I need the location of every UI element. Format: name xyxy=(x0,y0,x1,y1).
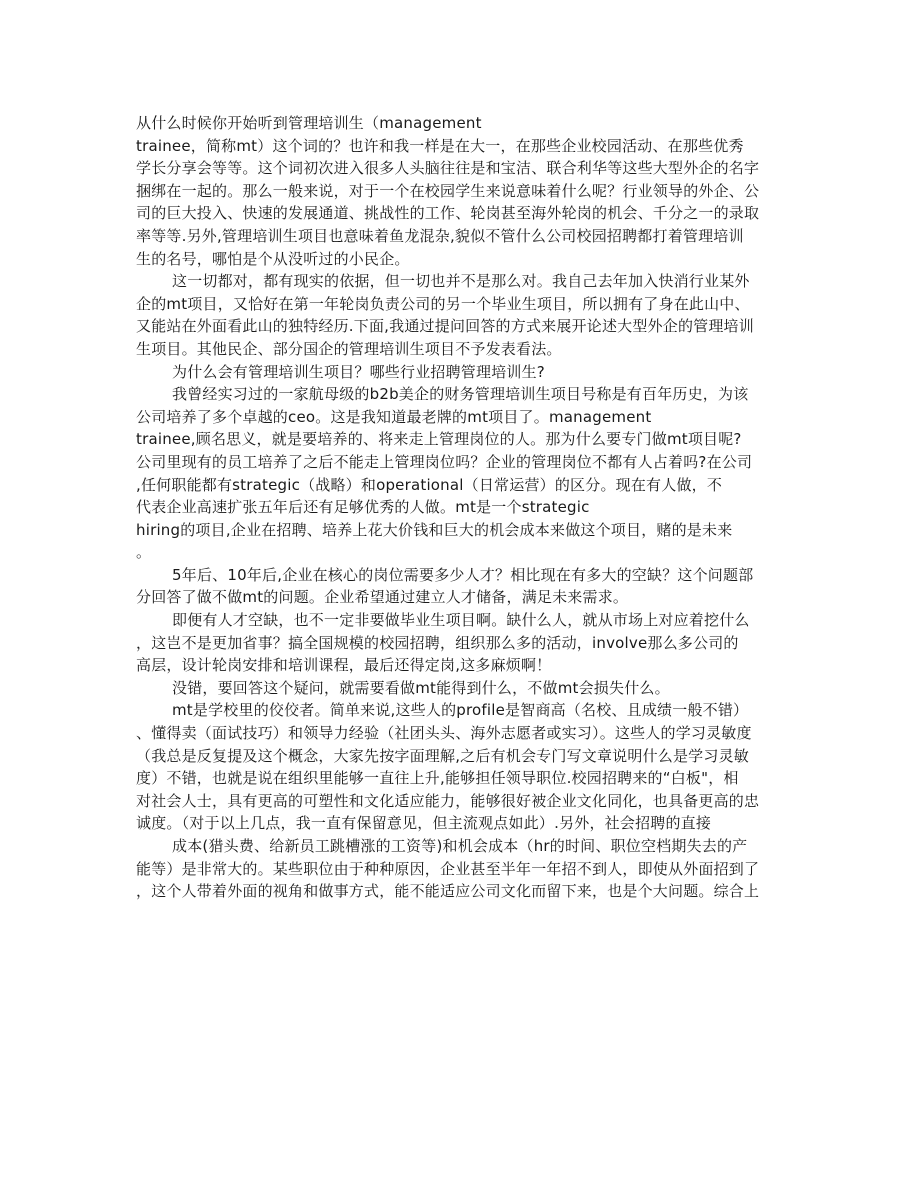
text-line: 率等等.另外,管理培训生项目也意味着鱼龙混杂,貌似不管什么公司校园招聘都打着管理培训 xyxy=(136,226,744,245)
text-line: 为什么会有管理培训生项目？哪些行业招聘管理培训生? xyxy=(172,362,545,381)
text-line: 对社会人士，具有更高的可塑性和文化适应能力，能够很好被企业文化同化，也具备更高的忠 xyxy=(136,791,760,810)
text-line: 这一切都对，都有现实的依据，但一切也并不是那么对。我自己去年加入快消行业某外 xyxy=(172,272,750,291)
text-line: 度）不错，也就是说在组织里能够一直往上升,能够担任领导职位.校园招聘来的“白板"，相 xyxy=(136,769,739,788)
text-line: 捆绑在一起的。那么一般来说，对于一个在校园学生来说意味着什么呢？行业领导的外企、公 xyxy=(136,181,760,200)
text-line: mt是学校里的佼佼者。简单来说,这些人的profile是智商高（名校、且成绩一般不错） xyxy=(172,701,749,720)
text-line: 代表企业高速扩张五年后还有足够优秀的人做。mt是一个strategic xyxy=(136,498,590,517)
text-line: ,任何职能都有strategic（战略）和operational（日常运营）的区分。现在有人做，不 xyxy=(136,475,723,494)
text-line: hiring的项目,企业在招聘、培养上花大价钱和巨大的机会成本来做这个项目，赌的是未来 xyxy=(136,520,733,539)
text-line: 公司里现有的员工培养了之后不能走上管理岗位吗？企业的管理岗位不都有人占着吗?在公司 xyxy=(136,452,753,471)
text-line: 企的mt项目，又恰好在第一年轮岗负责公司的另一个毕业生项目，所以拥有了身在此山中、 xyxy=(136,294,750,313)
text-line: trainee,顾名思义，就是要培养的、将来走上管理岗位的人。那为什么要专门做mt项目呢? xyxy=(136,430,742,449)
text-line: 又能站在外面看此山的独特经历.下面,我通过提问回答的方式来展开论述大型外企的管理培训 xyxy=(136,317,754,336)
text-line: 生项目。其他民企、部分国企的管理培训生项目不予发表看法。 xyxy=(136,339,562,358)
text-line: 。 xyxy=(136,543,152,562)
text-line: 能等）是非常大的。某些职位由于种种原因，企业甚至半年一年招不到人，即使从外面招到了 xyxy=(136,859,760,878)
text-line: （我总是反复提及这个概念，大家先按字面理解,之后有机会专门写文章说明什么是学习灵敏 xyxy=(136,746,749,765)
text-line: 公司培养了多个卓越的ceo。这是我知道最老牌的mt项目了。management xyxy=(136,407,652,426)
text-line: ，这岂不是更加省事？搞全国规模的校园招聘，组织那么多的活动，involve那么多公司的 xyxy=(136,633,739,652)
text-line: 分回答了做不做mt的问题。企业希望通过建立人才储备，满足未来需求。 xyxy=(136,588,629,607)
text-line: 、懂得卖（面试技巧）和领导力经验（社团头头、海外志愿者或实习）。这些人的学习灵敏度 xyxy=(136,724,752,743)
text-line: ，这个人带着外面的视角和做事方式，能不能适应公司文化而留下来，也是个大问题。综合上 xyxy=(136,882,760,901)
text-line: 从什么时候你开始听到管理培训生（management xyxy=(136,114,482,132)
text-line: 成本(猎头费、给新员工跳槽涨的工资等)和机会成本（hr的时间、职位空档期失去的产 xyxy=(172,837,748,855)
text-line: trainee，简称mt）这个词的？也许和我一样是在大一，在那些企业校园活动、在那些优秀 xyxy=(136,136,744,155)
text-line: 生的名号，哪怕是个从没听过的小民企。 xyxy=(136,249,410,268)
text-line: 学长分享会等等。这个词初次进入很多人头脑往往是和宝洁、联合利华等这些大型外企的名字 xyxy=(136,159,760,178)
text-line: 我曾经实习过的一家航母级的b2b美企的财务管理培训生项目号称是有百年历史，为该 xyxy=(172,385,749,404)
text-line: 诚度。（对于以上几点，我一直有保留意见，但主流观点如此）.另外，社会招聘的直接 xyxy=(136,814,712,833)
text-line: 高层，设计轮岗安排和培训课程，最后还得定岗,这多麻烦啊！ xyxy=(136,656,552,675)
document-body xyxy=(136,112,786,903)
text-line: 没错，要回答这个疑问，就需要看做mt能得到什么，不做mt会损失什么。 xyxy=(172,678,670,697)
text-line: 5年后、10年后,企业在核心的岗位需要多少人才？相比现在有多大的空缺？这个问题部 xyxy=(172,565,754,584)
text-line: 司的巨大投入、快速的发展通道、挑战性的工作、轮岗甚至海外轮岗的机会、千分之一的录取 xyxy=(136,204,760,223)
text-line: 即便有人才空缺，也不一定非要做毕业生项目啊。缺什么人，就从市场上对应着挖什么 xyxy=(172,611,750,630)
